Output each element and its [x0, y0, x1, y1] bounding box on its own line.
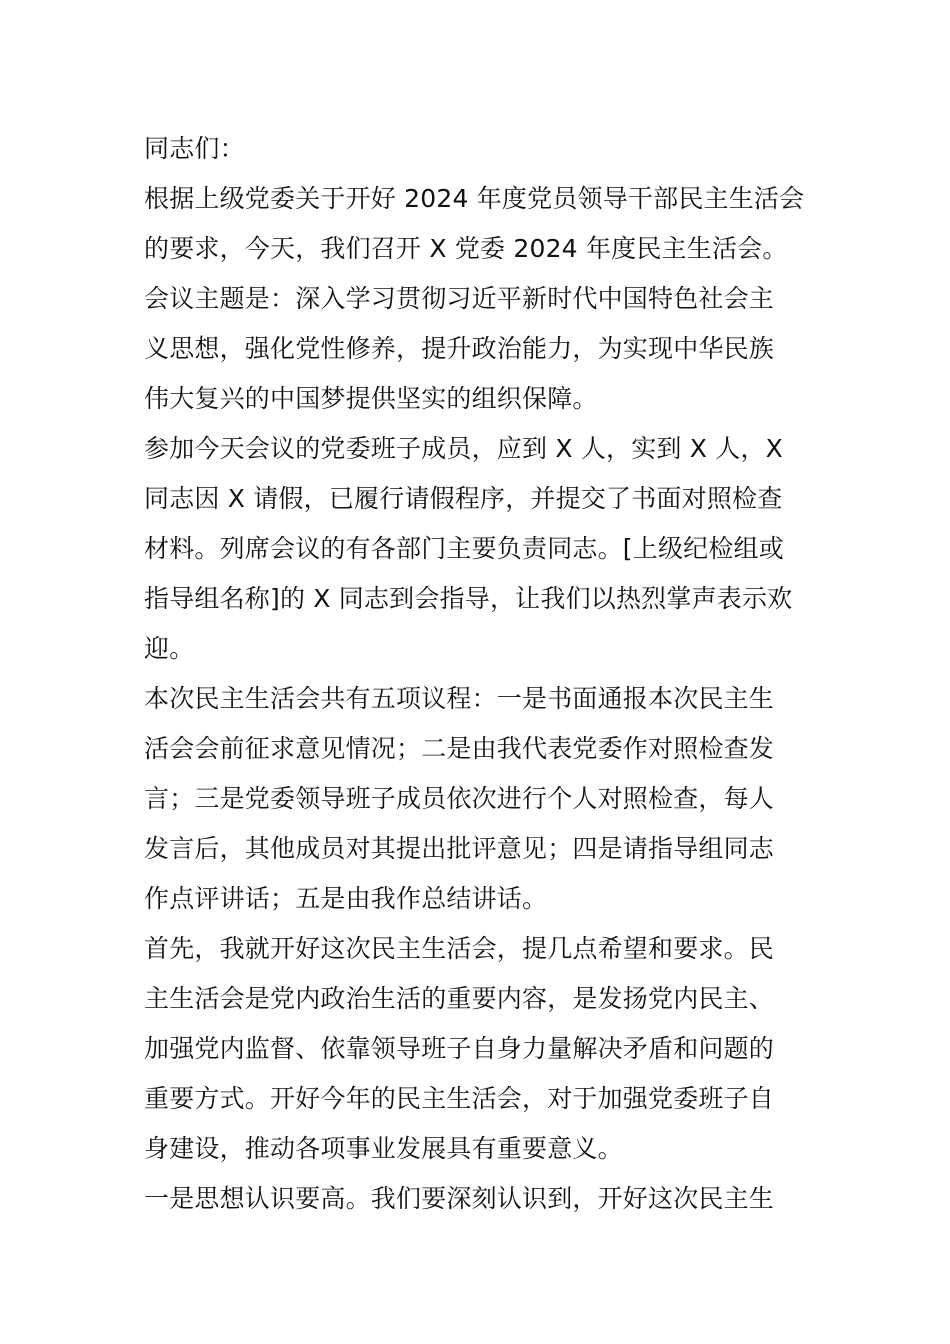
text-line: 同志因 X 请假，已履行请假程序，并提交了书面对照检查 — [144, 484, 783, 513]
text-line: 一是思想认识要高。我们要深刻认识到，开好这次民主生 — [144, 1184, 775, 1213]
text-line: 根据上级党委关于开好 2024 年度党员领导干部民主生活会 — [144, 184, 805, 213]
text-line: 加强党内监督、依靠领导班子自身力量解决矛盾和问题的 — [144, 1034, 775, 1063]
text-line: 重要方式。开好今年的民主生活会，对于加强党委班子自 — [144, 1084, 775, 1113]
text-line: 迎。 — [144, 634, 195, 663]
text-line: 作点评讲话；五是由我作总结讲话。 — [144, 884, 548, 913]
text-line: 主生活会是党内政治生活的重要内容，是发扬党内民主、 — [144, 984, 775, 1013]
text-line: 发言后，其他成员对其提出批评意见；四是请指导组同志 — [144, 834, 775, 863]
greeting-line: 同志们： — [144, 134, 245, 163]
text-line: 参加今天会议的党委班子成员，应到 X 人，实到 X 人，X — [144, 434, 783, 463]
text-line: 伟大复兴的中国梦提供坚实的组织保障。 — [144, 384, 598, 413]
text-line: 义思想，强化党性修养，提升政治能力，为实现中华民族 — [144, 334, 775, 363]
text-line: 的要求，今天，我们召开 X 党委 2024 年度民主生活会。 — [144, 234, 788, 263]
speech-body — [144, 124, 812, 1224]
text-line: 活会会前征求意见情况；二是由我代表党委作对照检查发 — [144, 734, 775, 763]
text-line: 身建设，推动各项事业发展具有重要意义。 — [144, 1134, 623, 1163]
text-line: 首先，我就开好这次民主生活会，提几点希望和要求。民 — [144, 934, 775, 963]
text-line: 本次民主生活会共有五项议程：一是书面通报本次民主生 — [144, 684, 775, 713]
text-line: 指导组名称]的 X 同志到会指导，让我们以热烈掌声表示欢 — [144, 584, 793, 613]
text-line: 会议主题是：深入学习贯彻习近平新时代中国特色社会主 — [144, 284, 775, 313]
text-line: 材料。列席会议的有各部门主要负责同志。[上级纪检组或 — [144, 534, 784, 563]
text-line: 言；三是党委领导班子成员依次进行个人对照检查，每人 — [144, 784, 775, 813]
